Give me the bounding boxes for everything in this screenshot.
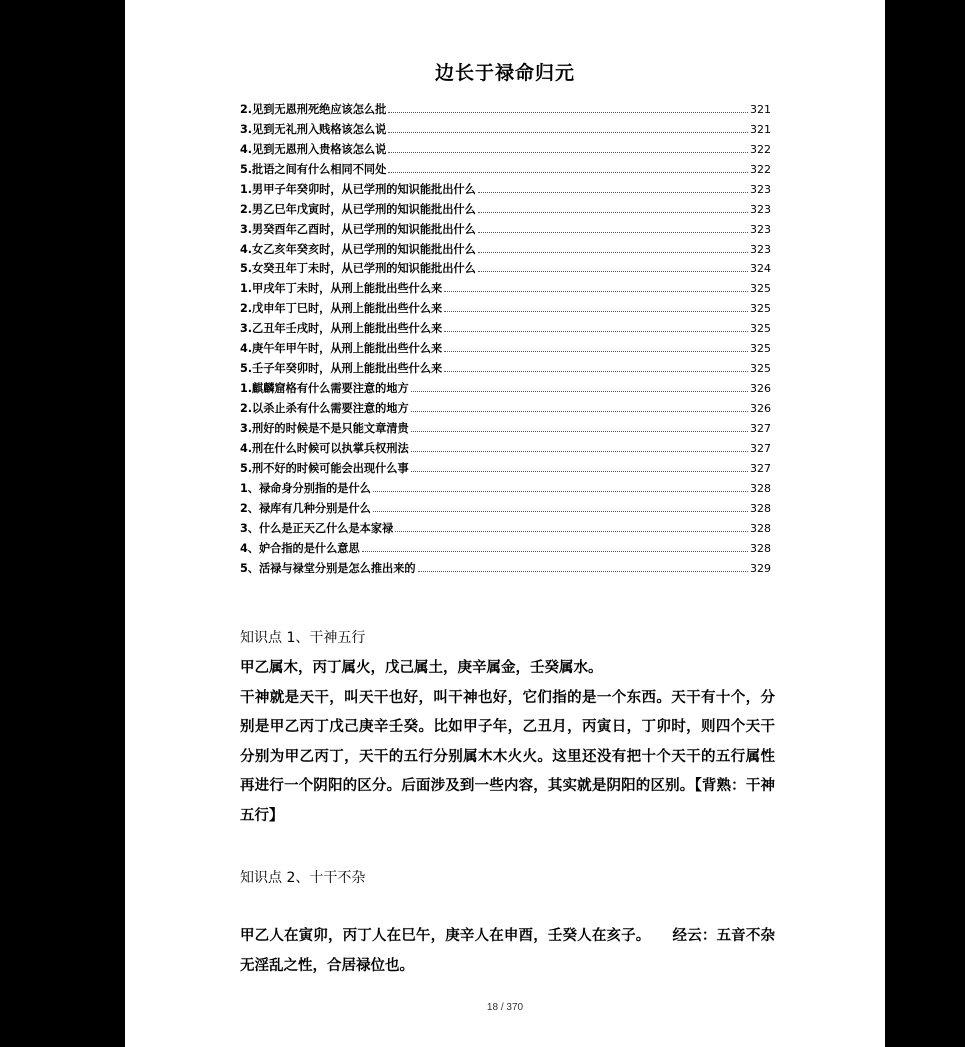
toc-entry-label: 5.刑不好的时候可能会出现什么事 xyxy=(240,461,409,475)
toc-leader-dots xyxy=(478,271,748,272)
toc-entry[interactable] xyxy=(240,516,771,536)
toc-entry[interactable] xyxy=(240,137,771,157)
toc-entry[interactable] xyxy=(240,436,771,456)
toc-entry-label: 1、禄命身分别指的是什么 xyxy=(240,481,371,495)
toc-leader-dots xyxy=(362,551,748,552)
toc-entry-page: 328 xyxy=(750,521,771,535)
toc-leader-dots xyxy=(395,531,748,532)
toc-entry-page: 322 xyxy=(750,142,771,156)
toc-leader-dots xyxy=(388,172,748,173)
toc-entry-page: 321 xyxy=(750,102,771,116)
toc-entry-label: 4.刑在什么时候可以执掌兵权刑法 xyxy=(240,441,409,455)
page-title: 边长于禄命归元 xyxy=(434,62,575,84)
toc-entry[interactable] xyxy=(240,356,771,376)
toc-entry-page: 329 xyxy=(750,561,771,575)
toc-entry-label: 4.女乙亥年癸亥时，从已学刑的知识能批出什么 xyxy=(240,242,476,256)
toc-entry-label: 4、妒合指的是什么意思 xyxy=(240,541,360,555)
toc-entry[interactable] xyxy=(240,296,771,316)
toc-entry[interactable] xyxy=(240,177,771,197)
toc-entry-label: 3、什么是正天乙什么是本家禄 xyxy=(240,521,394,535)
toc-entry[interactable] xyxy=(240,276,771,296)
toc-entry-label: 1.甲戌年丁未时，从刑上能批出些什么来 xyxy=(240,282,443,296)
toc-entry[interactable] xyxy=(240,476,771,496)
toc-entry-page: 328 xyxy=(750,541,771,555)
toc-entry[interactable] xyxy=(240,456,771,476)
toc-entry-label: 1.麒麟窟格有什么需要注意的地方 xyxy=(240,382,409,396)
toc-entry-page: 322 xyxy=(750,162,771,176)
toc-entry-page: 327 xyxy=(750,461,771,475)
toc-leader-dots xyxy=(411,451,748,452)
section-1-paragraph: 干神就是天干，叫天干也好，叫干神也好，它们指的是一个东西。天干有十个，分别是甲乙丙丁戊己庚辛壬癸。比如甲子年，乙丑月，丙寅日，丁卯时，则四个天干分别为甲乙丙丁，天干的五行分别属木木火火。这里还没有把十个天干的五行属性再进行一个阴阳的区分。后面涉及到一些内容，其实就是阴阳的区别。【背熟：干神五行】 xyxy=(240,689,775,824)
toc-entry-page: 325 xyxy=(750,282,771,296)
toc-entry-label: 5.女癸丑年丁未时，从已学刑的知识能批出什么 xyxy=(240,262,476,276)
toc-entry[interactable] xyxy=(240,396,771,416)
toc-leader-dots xyxy=(478,232,748,233)
toc-entry-page: 323 xyxy=(750,242,771,256)
toc-entry[interactable] xyxy=(240,157,771,177)
section-1-heading: 知识点 1、干神五行 xyxy=(240,630,366,646)
toc-entry[interactable] xyxy=(240,217,771,237)
toc-entry[interactable] xyxy=(240,376,771,396)
toc-entry[interactable] xyxy=(240,197,771,217)
toc-leader-dots xyxy=(388,112,748,113)
toc-leader-dots xyxy=(444,371,748,372)
page-number: 18 / 370 xyxy=(486,1002,524,1013)
toc-entry[interactable] xyxy=(240,117,771,137)
toc-entry-label: 2.男乙巳年戊寅时，从已学刑的知识能批出什么 xyxy=(240,202,476,216)
toc-entry-label: 5.批语之间有什么相同不同处 xyxy=(240,162,387,176)
toc-entry-page: 323 xyxy=(750,182,771,196)
toc-entry-label: 3.乙丑年壬戌时，从刑上能批出些什么来 xyxy=(240,322,443,336)
toc-entry-label: 2.戊申年丁巳时，从刑上能批出些什么来 xyxy=(240,302,443,316)
toc-entry-page: 321 xyxy=(750,122,771,136)
toc-entry[interactable] xyxy=(240,257,771,277)
section-2-heading: 知识点 2、十干不杂 xyxy=(240,870,366,886)
section-2-paragraph: 甲乙人在寅卯，丙丁人在巳午，庚辛人在申酉，壬癸人在亥子。 经云：五音不杂无淫乱之性，合居禄位也。 xyxy=(240,928,775,974)
toc-entry[interactable] xyxy=(240,237,771,257)
toc-leader-dots xyxy=(388,152,748,153)
toc-leader-dots xyxy=(411,411,748,412)
toc-leader-dots xyxy=(411,431,748,432)
toc-entry-page: 328 xyxy=(750,481,771,495)
toc-entry[interactable] xyxy=(240,536,771,556)
toc-leader-dots xyxy=(373,511,748,512)
toc-leader-dots xyxy=(444,291,748,292)
toc-leader-dots xyxy=(411,391,748,392)
toc-entry-page: 323 xyxy=(750,202,771,216)
toc-entry[interactable] xyxy=(240,97,771,117)
toc-entry-label: 4.见到无恩刑入贵格该怎么说 xyxy=(240,142,387,156)
toc-entry-label: 2.以杀止杀有什么需要注意的地方 xyxy=(240,402,409,415)
section-1 xyxy=(240,626,775,832)
toc-entry-page: 326 xyxy=(750,382,771,396)
toc-entry[interactable] xyxy=(240,316,771,336)
toc-entry[interactable] xyxy=(240,336,771,356)
toc-entry[interactable] xyxy=(240,416,771,436)
toc-entry-page: 324 xyxy=(750,262,771,276)
toc-leader-dots xyxy=(444,331,748,332)
toc-entry-label: 5、活禄与禄堂分别是怎么推出来的 xyxy=(240,561,416,575)
toc-entry-label: 3.男癸酉年乙酉时，从已学刑的知识能批出什么 xyxy=(240,222,476,236)
toc-leader-dots xyxy=(444,311,748,312)
document-page xyxy=(125,0,885,1047)
toc-entry-page: 325 xyxy=(750,322,771,336)
toc-leader-dots xyxy=(444,351,748,352)
toc-entry-page: 328 xyxy=(750,501,771,515)
toc-entry-page: 327 xyxy=(750,441,771,455)
toc-leader-dots xyxy=(478,212,748,213)
toc-leader-dots xyxy=(478,252,748,253)
toc-entry-page: 325 xyxy=(750,302,771,316)
toc-entry-label: 2.见到无恩刑死绝应该怎么批 xyxy=(240,102,387,116)
toc-leader-dots xyxy=(411,471,748,472)
toc-entry-page: 325 xyxy=(750,342,771,356)
toc-leader-dots xyxy=(388,132,748,133)
table-of-contents xyxy=(240,97,771,576)
toc-entry[interactable] xyxy=(240,496,771,516)
toc-leader-dots xyxy=(373,491,748,492)
toc-entry-label: 1.男甲子年癸卯时，从已学刑的知识能批出什么 xyxy=(240,182,476,196)
toc-entry-label: 4.庚午年甲午时，从刑上能批出些什么来 xyxy=(240,342,443,356)
toc-leader-dots xyxy=(478,192,748,193)
toc-entry-page: 325 xyxy=(750,362,771,376)
toc-entry-page: 327 xyxy=(750,421,771,435)
toc-entry-page: 323 xyxy=(750,222,771,236)
toc-entry-label: 3.刑好的时候是不是只能文章清贵 xyxy=(240,421,409,435)
toc-entry-label: 3.见到无礼刑入贱格该怎么说 xyxy=(240,122,387,136)
toc-entry-label: 5.壬子年癸卯时，从刑上能批出些什么来 xyxy=(240,362,443,376)
section-2 xyxy=(240,866,775,981)
section-1-line: 甲乙属木，丙丁属火，戊己属土，庚辛属金，壬癸属水。 xyxy=(240,660,603,676)
toc-entry-page: 326 xyxy=(750,402,771,415)
toc-entry[interactable] xyxy=(240,556,771,576)
toc-entry-label: 2、禄库有几种分别是什么 xyxy=(240,501,371,515)
toc-leader-dots xyxy=(418,571,748,572)
